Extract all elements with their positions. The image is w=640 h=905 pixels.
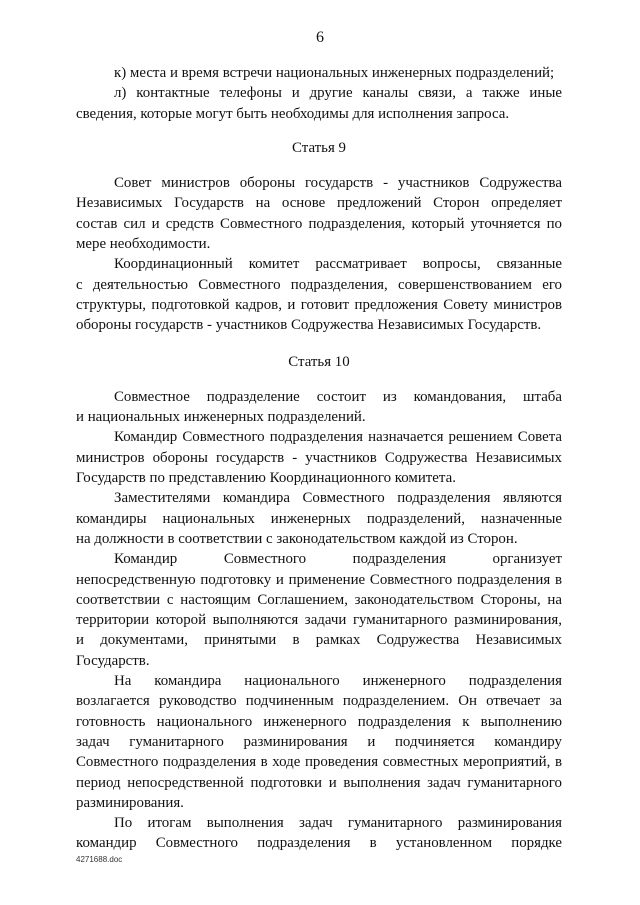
text-line: и документами, принятыми в рамках Содружества Независимых (76, 632, 562, 649)
article-10-paragraph (76, 813, 562, 854)
item-k (76, 63, 562, 83)
text-line: Независимых Государств на основе предложений Сторон определяет (76, 195, 562, 212)
text-line: Командир Совместного подразделения организует (114, 551, 562, 568)
text-line: Совет министров обороны государств - участников Содружества (114, 175, 562, 192)
article-10-paragraph (76, 427, 562, 488)
text-line: возлагается руководство подчиненным подразделением. Он отвечает за (76, 693, 562, 710)
text-line: период непосредственной подготовки и выполнения задач гуманитарного (76, 774, 562, 791)
text-line: Совместное подразделение состоит из командования, штаба (114, 388, 562, 405)
text-line: сведения, которые могут быть необходимы для исполнения запроса. (76, 105, 510, 122)
document-body (76, 63, 562, 854)
article-9-paragraph (76, 173, 562, 254)
text-line: командиры национальных инженерных подразделений, назначенные (76, 510, 562, 527)
article-10-paragraph (76, 549, 562, 671)
document-filename: 4271688.doc (76, 855, 123, 864)
article-10-heading: Статья 10 (288, 353, 350, 370)
text-line: с деятельностью Совместного подразделения, совершенствованием его (76, 276, 562, 293)
text-line: готовность национального инженерного подразделения к выполнению (76, 713, 562, 730)
article-9-heading: Статья 9 (292, 139, 346, 156)
text-line: задач гуманитарного разминирования и подчиняется командиру (76, 733, 562, 750)
item-l (76, 83, 562, 124)
text-line: территории которой выполняются задачи гуманитарного разминирования, (76, 612, 562, 629)
text-line: непосредственную подготовку и применение Совместного подразделения в (76, 571, 562, 588)
article-10-paragraph (76, 488, 562, 549)
text-line: л) контактные телефоны и другие каналы связи, а также иные (114, 85, 562, 102)
article-10-paragraph (76, 387, 562, 428)
text-line: к) места и время встречи национальных инженерных подразделений; (114, 65, 555, 81)
text-line: соответствии с настоящим Соглашением, законодательством Стороны, на (76, 591, 562, 608)
text-line: и национальных инженерных подразделений. (76, 409, 366, 426)
text-line: разминирования. (76, 794, 184, 811)
text-line: мере необходимости. (76, 236, 211, 253)
article-10-paragraph (76, 671, 562, 813)
text-line: Заместителями командира Совместного подразделения являются (114, 490, 562, 507)
text-line: на должности в соответствии с законодательством каждой из Сторон. (76, 530, 518, 547)
text-line: структуры, подготовкой кадров, и готовит предложения Совету министров (76, 296, 562, 313)
text-line: Государств по представлению Координационного комитета. (76, 470, 456, 487)
page-number: 6 (316, 29, 324, 46)
text-line: По итогам выполнения задач гуманитарного разминирования (114, 815, 562, 832)
text-line: Координационный комитет рассматривает вопросы, связанные (114, 256, 562, 273)
article-9-paragraph (76, 254, 562, 335)
text-line: командир Совместного подразделения в установленном порядке (76, 835, 562, 852)
text-line: обороны государств - участников Содружества Независимых Государств. (76, 317, 542, 334)
text-line: Совместного подразделения в ходе проведения совместных мероприятий, в (76, 754, 562, 771)
text-line: министров обороны государств - участников Содружества Независимых (76, 449, 562, 466)
text-line: Командир Совместного подразделения назначается решением Совета (114, 429, 562, 446)
text-line: состав сил и средств Совместного подразделения, который уточняется по (76, 215, 562, 232)
text-line: На командира национального инженерного подразделения (114, 673, 562, 690)
text-line: Государств. (76, 652, 150, 669)
